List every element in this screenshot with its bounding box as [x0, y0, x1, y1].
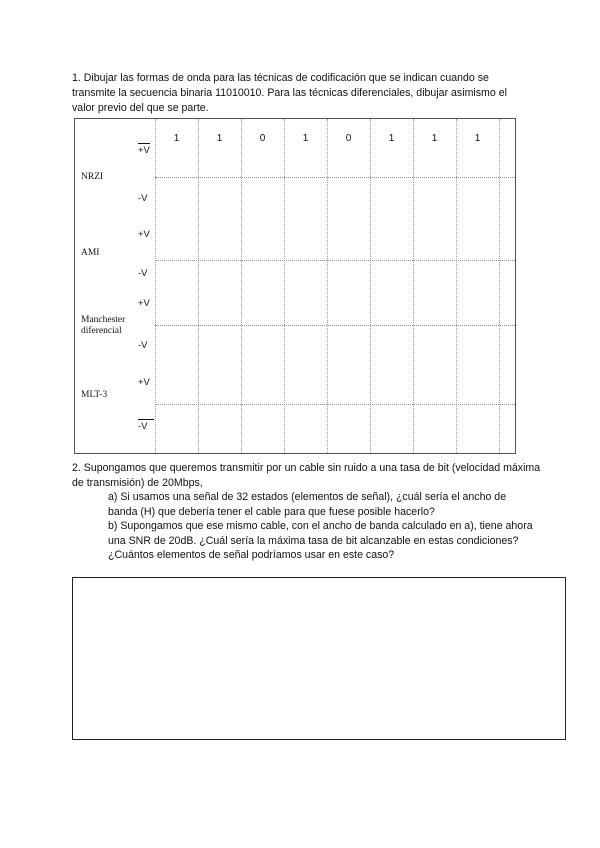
manchester-high-level: +V	[138, 298, 150, 309]
ami-high-level: +V	[138, 229, 150, 240]
bit-label: 1	[302, 133, 309, 144]
nrzi-low-level: -V	[138, 193, 148, 204]
nrzi-label: NRZI	[81, 172, 104, 182]
answer-box[interactable]	[72, 577, 566, 740]
manchester-label-line2: diferencial	[81, 326, 122, 336]
ami-zero-line	[155, 260, 515, 261]
mlt3-high-level: +V	[138, 377, 150, 388]
manchester-low-level: -V	[138, 340, 148, 351]
manchester-zero-line	[155, 325, 515, 326]
manchester-label	[81, 315, 125, 337]
ami-label: AMI	[81, 248, 100, 258]
manchester-label-line1: Manchester	[81, 315, 126, 325]
grid-column-line	[198, 119, 199, 453]
question-1-text: 1. Dibujar las formas de onda para las técnicas de codificación que se indican cuando se transmite la secuencia binaria 11010010. Para las técnicas diferenciales, dibujar asimismo el valor previo del que se parte.	[72, 72, 507, 114]
question-2-part-b: b) Supongamos que ese mismo cable, con el ancho de banda calculado en a), tiene ahora una SNR de 20dB. ¿Cuál sería la máxima tasa de bit alcanzable en estas condiciones? ¿Cuántos elementos de señal podríamos usar en este caso?	[108, 520, 533, 562]
grid-column-line	[499, 119, 500, 453]
grid-column-line	[155, 119, 156, 453]
grid-column-line	[413, 119, 414, 453]
mlt3-zero-line	[155, 404, 515, 405]
encoding-grid	[74, 118, 516, 454]
bit-label: 1	[388, 133, 395, 144]
bit-label: 0	[345, 133, 352, 144]
grid-column-line	[327, 119, 328, 453]
grid-column-line	[456, 119, 457, 453]
ami-low-level: -V	[138, 268, 148, 279]
nrzi-zero-line	[155, 177, 515, 178]
bit-label: 1	[431, 133, 438, 144]
bit-label: 1	[173, 133, 180, 144]
question-2-intro: 2. Supongamos que queremos transmitir por un cable sin ruido a una tasa de bit (velocidad máxima de transmisión) de 20Mbps,	[72, 462, 541, 489]
grid-column-line	[284, 119, 285, 453]
grid-column-line	[241, 119, 242, 453]
bit-label: 0	[259, 133, 266, 144]
mlt3-label: MLT-3	[81, 390, 108, 400]
bit-label: 1	[474, 133, 481, 144]
question-2-part-a: a) Si usamos una señal de 32 estados (elementos de señal), ¿cuál sería el ancho de banda (H) que debería tener el cable para que fuese posible hacerlo?	[108, 491, 507, 518]
grid-column-line	[370, 119, 371, 453]
nrzi-high-level: +V	[138, 145, 150, 156]
bit-label: 1	[216, 133, 223, 144]
mlt3-low-level: -V	[138, 421, 154, 432]
